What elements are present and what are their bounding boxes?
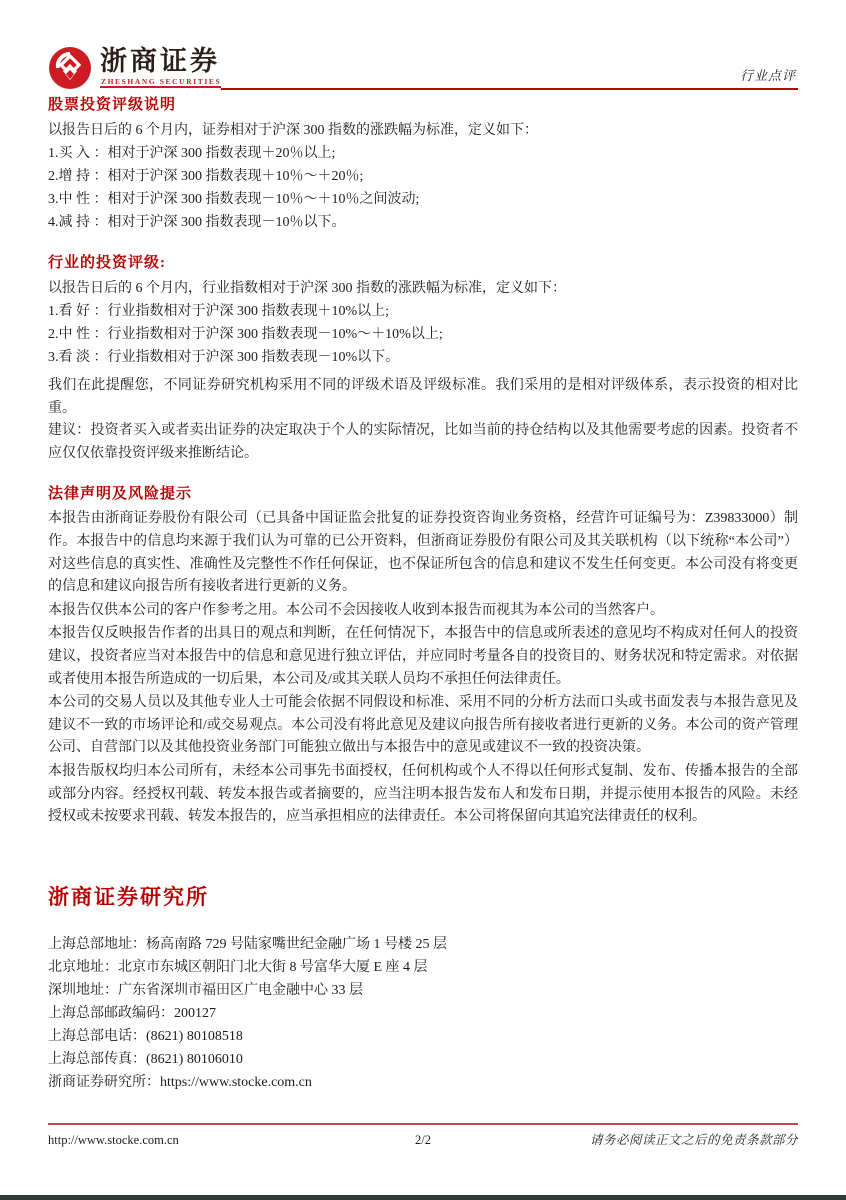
footer-disclaimer-notice: 请务必阅读正文之后的免责条款部分 bbox=[590, 1133, 799, 1147]
industry-rating-item-negative: 3.看 淡 ：行业指数相对于沪深 300 指数表现－10%以下。 bbox=[48, 350, 400, 365]
institute-contacts bbox=[48, 933, 798, 1094]
stock-rating-title: 股票投资评级说明 bbox=[48, 97, 177, 113]
industry-rating-intro: 以报告日后的 6 个月内，行业指数相对于沪深 300 指数的涨跌幅为标准，定义如下： bbox=[48, 281, 566, 296]
header-rule bbox=[221, 38, 798, 90]
page-footer bbox=[48, 1123, 798, 1148]
page-header bbox=[48, 38, 798, 90]
contact-beijing-address: 北京地址：北京市东城区朝阳门北大街 8 号富华大厦 E 座 4 层 bbox=[48, 959, 428, 975]
brand-logo-icon bbox=[48, 46, 92, 90]
section-industry-rating bbox=[48, 251, 798, 369]
legal-title: 法律声明及风险提示 bbox=[48, 486, 193, 503]
legal-paragraph: 本报告仅反映报告作者的出具日的观点和判断，在任何情况下，本报告中的信息或所表述的意见均不构成对任何人的投资建议，投资者应当对本报告中的信息和意见进行独立评估，并应同时考量各自的投资目的、财务状况和特定需求。对依据或者使用本报告所造成的一切后果，本公司及/或其关联人员均不承担任何法律责任。 bbox=[48, 626, 798, 687]
stock-rating-intro: 以报告日后的 6 个月内，证券相对于沪深 300 指数的涨跌幅为标准，定义如下： bbox=[48, 123, 538, 138]
brand-logo bbox=[48, 46, 221, 90]
stock-rating-item-buy: 1.买 入 ：相对于沪深 300 指数表现＋20％以上; bbox=[48, 146, 336, 161]
brand-logo-text bbox=[100, 45, 222, 89]
section-legal bbox=[48, 482, 798, 828]
footer-url-link[interactable]: http://www.stocke.com.cn bbox=[48, 1133, 179, 1147]
stock-rating-item-accumulate: 2.增 持 ：相对于沪深 300 指数表现＋10％～＋20％; bbox=[48, 169, 364, 184]
industry-rating-item-neutral: 2.中 性 ：行业指数相对于沪深 300 指数表现－10%～＋10%以上; bbox=[48, 327, 443, 342]
legal-paragraph: 本报告版权均归本公司所有，未经本公司事先书面授权，任何机构或个人不得以任何形式复制、发布、传播本报告的全部或部分内容。经授权刊载、转发本报告或者摘要的，应当注明本报告发布人和发布日期，并提示使用本报告的风险。未经授权或未按要求刊载、转发本报告的，应当承担相应的法律责任。本公司将保留向其追究法律责任的权利。 bbox=[48, 763, 798, 825]
page-content bbox=[0, 93, 846, 1094]
contact-fax: 上海总部传真：(8621) 80106010 bbox=[48, 1051, 243, 1067]
legal-paragraph: 本公司的交易人员以及其他专业人士可能会依据不同假设和标准、采用不同的分析方法而口头或书面发表与本报告意见及建议不一致的市场评论和/或交易观点。本公司没有将此意见及建议向报告所有接收者进行更新的义务。本公司的资产管理公司、自营部门以及其他投资业务部门可能独立做出与本报告中的意见或建议不一致的投资决策。 bbox=[48, 695, 798, 756]
section-institute bbox=[48, 881, 798, 1094]
industry-rating-item-positive: 1.看 好 ：行业指数相对于沪深 300 指数表现＋10%以上; bbox=[48, 304, 390, 319]
institute-title: 浙商证券研究所 bbox=[48, 884, 209, 909]
page-bottom-edge bbox=[0, 1195, 846, 1200]
contact-shanghai-address: 上海总部地址：杨高南路 729 号陆家嘴世纪金融广场 1 号楼 25 层 bbox=[48, 936, 447, 952]
section-stock-rating bbox=[48, 93, 798, 234]
legal-paragraph: 本报告由浙商证券股份有限公司（已具备中国证监会批复的证券投资咨询业务资格，经营许可证编号为：Z39833000）制作。本报告中的信息均来源于我们认为可靠的已公开资料，但浙商证券股份有限公司及其关联机构（以下统称“本公司”）对这些信息的真实性、准确性及完整性不作任何保证，也不保证所包含的信息和建议不发生任何变更。本公司没有将变更的信息和建议向报告所有接收者进行更新的义务。 bbox=[48, 511, 798, 595]
rating-note-advice: 建议：投资者买入或者卖出证券的决定取决于个人的实际情况，比如当前的持仓结构以及其他需要考虑的因素。投资者不应仅仅依靠投资评级来推断结论。 bbox=[48, 423, 798, 461]
contact-phone: 上海总部电话：(8621) 80108518 bbox=[48, 1028, 243, 1044]
rating-note-relative-system: 我们在此提醒您，不同证券研究机构采用不同的评级术语及评级标准。我们采用的是相对评级体系，表示投资的相对比重。 bbox=[48, 378, 798, 416]
footer-page-number: 2/2 bbox=[415, 1133, 431, 1147]
legal-paragraph: 本报告仅供本公司的客户作参考之用。本公司不会因接收人收到本报告而视其为本公司的当然客户。 bbox=[48, 602, 664, 618]
contact-shenzhen-address: 深圳地址：广东省深圳市福田区广电金融中心 33 层 bbox=[48, 982, 363, 998]
contact-website-link[interactable]: 浙商证券研究所：https://www.stocke.com.cn bbox=[48, 1074, 312, 1090]
stock-rating-item-neutral: 3.中 性 ：相对于沪深 300 指数表现－10％～＋10％之间波动; bbox=[48, 192, 420, 207]
contact-postcode: 上海总部邮政编码：200127 bbox=[48, 1005, 216, 1021]
rating-notes bbox=[48, 375, 798, 465]
industry-rating-title: 行业的投资评级: bbox=[48, 255, 166, 271]
stock-rating-item-reduce: 4.减 持 ：相对于沪深 300 指数表现－10％以下。 bbox=[48, 215, 346, 230]
report-type-label: 行业点评 bbox=[739, 68, 796, 83]
brand-name: 浙商证券 bbox=[100, 45, 220, 76]
brand-name-en: ZHESHANG SECURITIES bbox=[100, 76, 221, 89]
